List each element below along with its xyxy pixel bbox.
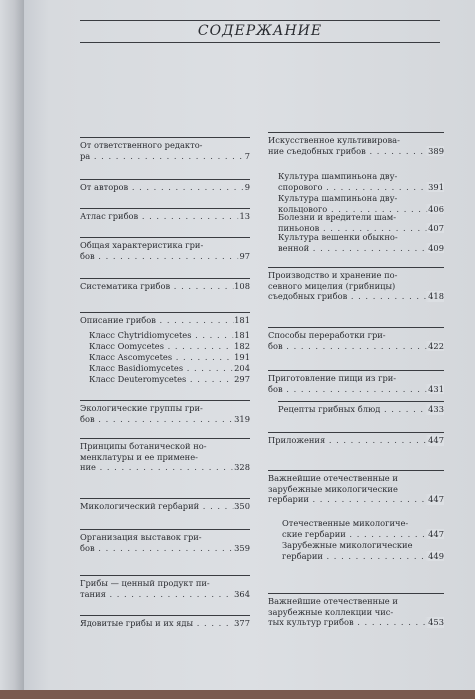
toc-entry-line: бов bbox=[80, 542, 95, 553]
toc-entry-line: Экологические группы гри- bbox=[80, 403, 203, 413]
toc-entry-line: Систематика грибов bbox=[80, 281, 171, 291]
header-rule-bottom bbox=[80, 42, 440, 43]
leader-dots bbox=[95, 543, 250, 553]
toc-entry-line: Класс Chytridiomycetes bbox=[89, 330, 192, 340]
toc-entry-line: Болезни и вредители шам- bbox=[278, 212, 397, 222]
toc-entry-text bbox=[268, 384, 444, 395]
toc-page-number: 447 bbox=[425, 435, 444, 446]
toc-entry-text bbox=[268, 607, 444, 618]
toc-page-number: 328 bbox=[231, 462, 250, 473]
toc-entry-text bbox=[80, 462, 250, 473]
toc-entry bbox=[89, 330, 250, 341]
leader-dots bbox=[138, 211, 250, 221]
toc-entry-line: венной bbox=[278, 242, 310, 253]
toc-entry bbox=[268, 596, 444, 628]
toc-entry-text bbox=[268, 484, 444, 495]
toc-entry-text bbox=[89, 341, 250, 352]
toc-entry bbox=[80, 211, 250, 222]
leader-dots bbox=[96, 462, 250, 472]
leader-dots bbox=[128, 182, 250, 192]
toc-entry-line: бов bbox=[268, 340, 283, 351]
toc-entry-line: Класс Ascomycetes bbox=[89, 352, 173, 362]
toc-entry bbox=[278, 232, 444, 253]
toc-entry-text bbox=[80, 589, 250, 600]
toc-entry-line: Важнейшие отечественные и bbox=[268, 473, 398, 483]
toc-entry-text bbox=[89, 330, 250, 341]
toc-page-number: 97 bbox=[236, 251, 250, 262]
toc-entry-text bbox=[268, 291, 444, 302]
toc-entry bbox=[268, 330, 444, 351]
toc-entry-text bbox=[80, 140, 250, 151]
toc-entry bbox=[80, 315, 250, 326]
toc-page-number: 9 bbox=[242, 182, 250, 193]
toc-entry-line: Класс Oomycetes bbox=[89, 341, 164, 351]
toc-page-number: 453 bbox=[425, 617, 444, 628]
toc-entry-line: Важнейшие отечественные и bbox=[268, 596, 398, 606]
toc-entry-text bbox=[268, 281, 444, 292]
toc-entry-text bbox=[268, 270, 444, 281]
toc-page-number: 389 bbox=[425, 146, 444, 157]
toc-entry-line: Атлас грибов bbox=[80, 211, 139, 221]
toc-page-number: 182 bbox=[231, 341, 250, 352]
toc-entry bbox=[282, 540, 444, 561]
toc-entry-text bbox=[268, 435, 444, 446]
toc-page-number: 108 bbox=[231, 281, 250, 292]
toc-entry-text bbox=[80, 532, 250, 543]
leader-dots bbox=[309, 243, 444, 253]
toc-entry-text bbox=[80, 501, 250, 512]
toc-entry bbox=[80, 501, 250, 512]
toc-entry-line: Ядовитые грибы и их яды bbox=[80, 618, 194, 628]
toc-page-number: 364 bbox=[231, 589, 250, 600]
toc-entry bbox=[268, 135, 444, 156]
entry-rule bbox=[268, 327, 444, 328]
toc-entry-line: зарубежные коллекции чис- bbox=[268, 606, 394, 617]
toc-entry-text bbox=[89, 352, 250, 363]
toc-entry bbox=[278, 212, 444, 233]
toc-entry-text bbox=[278, 243, 444, 254]
toc-entry-line: Класс Deuteromycetes bbox=[89, 374, 187, 384]
toc-entry bbox=[268, 473, 444, 505]
entry-rule bbox=[80, 400, 250, 401]
entry-rule bbox=[80, 438, 250, 439]
toc-entry-line: бов bbox=[80, 250, 95, 261]
toc-entry-line: тых культур грибов bbox=[268, 617, 354, 627]
toc-entry-line: ра bbox=[80, 150, 91, 161]
toc-entry-line: зарубежные микологические bbox=[268, 483, 398, 494]
toc-entry bbox=[278, 193, 444, 214]
toc-page-number: 406 bbox=[425, 204, 444, 215]
toc-entry-text bbox=[278, 404, 444, 415]
toc-entry-text bbox=[282, 518, 444, 529]
toc-entry-text bbox=[278, 182, 444, 193]
toc-entry-line: От авторов bbox=[80, 182, 129, 192]
toc-page-number: 431 bbox=[425, 384, 444, 395]
toc-entry bbox=[80, 403, 250, 424]
toc-entry-line: Отечественные микологиче- bbox=[282, 518, 409, 528]
toc-entry-line: ние bbox=[80, 462, 96, 472]
toc-entry bbox=[80, 618, 250, 629]
toc-entry-text bbox=[80, 452, 250, 463]
toc-entry-text bbox=[282, 540, 444, 551]
toc-page-number: 204 bbox=[231, 363, 250, 374]
book-cover-edge bbox=[0, 690, 475, 699]
toc-page-number: 449 bbox=[425, 551, 444, 562]
entry-rule bbox=[268, 593, 444, 594]
entry-rule bbox=[268, 267, 444, 268]
leader-dots bbox=[90, 151, 250, 161]
toc-entry-text bbox=[80, 618, 250, 629]
entry-rule bbox=[80, 529, 250, 530]
toc-entry-line: Искусственное культивирова- bbox=[268, 135, 400, 145]
toc-page-number: 433 bbox=[425, 404, 444, 415]
toc-entry-line: От ответственного редакто- bbox=[80, 140, 203, 150]
toc-entry-line: Способы переработки гри- bbox=[268, 330, 386, 340]
toc-entry bbox=[80, 182, 250, 193]
page-title: СОДЕРЖАНИЕ bbox=[197, 23, 323, 39]
toc-entry-line: гербарии bbox=[268, 494, 309, 504]
toc-entry-text bbox=[278, 212, 444, 223]
entry-rule bbox=[268, 132, 444, 133]
toc-entry-line: ские гербарии bbox=[282, 528, 346, 539]
toc-entry-line: тания bbox=[80, 588, 106, 599]
toc-entry-text bbox=[80, 211, 250, 222]
toc-entry-text bbox=[268, 373, 444, 384]
entry-rule bbox=[80, 237, 250, 238]
toc-entry bbox=[89, 341, 250, 352]
toc-page-number: 359 bbox=[231, 543, 250, 554]
toc-entry-text bbox=[80, 151, 250, 162]
book-spine bbox=[0, 0, 24, 699]
toc-page-number: 181 bbox=[231, 330, 250, 341]
toc-entry bbox=[80, 140, 250, 161]
toc-entry-line: Микологический гербарий bbox=[80, 501, 200, 511]
toc-entry-text bbox=[80, 403, 250, 414]
toc-entry-text bbox=[268, 494, 444, 505]
toc-entry-text bbox=[80, 281, 250, 292]
toc-page-number: 297 bbox=[231, 374, 250, 385]
toc-entry-text bbox=[282, 551, 444, 562]
toc-entry-line: Описание грибов bbox=[80, 315, 156, 325]
toc-entry-line: бов bbox=[80, 413, 95, 424]
toc-entry-line: Культура шампиньона дву- bbox=[278, 193, 398, 203]
entry-rule bbox=[80, 278, 250, 279]
toc-entry-text bbox=[268, 135, 444, 146]
entry-rule bbox=[80, 615, 250, 616]
entry-rule bbox=[268, 432, 444, 433]
toc-entry-line: Зарубежные микологические bbox=[282, 540, 413, 550]
toc-entry bbox=[278, 404, 444, 415]
toc-entry-line: Приготовление пищи из гри- bbox=[268, 373, 397, 383]
entry-rule bbox=[268, 470, 444, 471]
toc-entry-line: спорового bbox=[278, 181, 323, 192]
leader-dots bbox=[283, 341, 444, 351]
toc-entry-text bbox=[89, 374, 250, 385]
toc-entry bbox=[278, 171, 444, 192]
toc-page-number: 181 bbox=[231, 315, 250, 326]
toc-entry-line: бов bbox=[268, 383, 283, 394]
entry-rule bbox=[278, 401, 444, 402]
toc-entry-text bbox=[80, 251, 250, 262]
toc-entry-text bbox=[80, 543, 250, 554]
toc-entry-text bbox=[282, 529, 444, 540]
toc-entry-line: гербарии bbox=[282, 550, 323, 561]
toc-entry-line: Класс Basidiomycetes bbox=[89, 363, 184, 373]
toc-entry-line: кольцового bbox=[278, 203, 328, 214]
toc-page-number: 418 bbox=[425, 291, 444, 302]
header-rule-top bbox=[80, 20, 440, 21]
toc-entry-text bbox=[80, 315, 250, 326]
toc-entry bbox=[89, 352, 250, 363]
toc-entry bbox=[80, 281, 250, 292]
toc-entry-text bbox=[278, 232, 444, 243]
toc-entry bbox=[80, 240, 250, 261]
toc-entry-line: Рецепты грибных блюд bbox=[278, 404, 381, 414]
leader-dots bbox=[95, 414, 250, 424]
toc-entry-text bbox=[268, 473, 444, 484]
toc-entry bbox=[89, 363, 250, 374]
toc-entry bbox=[268, 373, 444, 394]
leader-dots bbox=[283, 384, 444, 394]
toc-entry-text bbox=[80, 182, 250, 193]
toc-entry-line: Принципы ботанической но- bbox=[80, 441, 207, 451]
toc-entry-line: Культура шампиньона дву- bbox=[278, 171, 398, 181]
entry-rule bbox=[80, 208, 250, 209]
toc-entry bbox=[268, 270, 444, 302]
toc-page-number: 13 bbox=[236, 211, 250, 222]
leader-dots bbox=[106, 589, 250, 599]
toc-entry-text bbox=[268, 330, 444, 341]
entry-rule bbox=[80, 179, 250, 180]
toc-page-number: 409 bbox=[425, 243, 444, 254]
toc-page-number: 191 bbox=[231, 352, 250, 363]
toc-page-number: 447 bbox=[425, 529, 444, 540]
toc-entry-text bbox=[80, 240, 250, 251]
toc-entry-text bbox=[278, 193, 444, 204]
toc-entry-line: менклатуры и ее примене- bbox=[80, 451, 198, 462]
toc-page-number: 407 bbox=[425, 223, 444, 234]
toc-entry-text bbox=[80, 578, 250, 589]
entry-rule bbox=[80, 312, 250, 313]
toc-entry-text bbox=[80, 441, 250, 452]
toc-entry-line: съедобных грибов bbox=[268, 291, 348, 301]
toc-page-number: 350 bbox=[231, 501, 250, 512]
toc-entry-line: Приложения bbox=[268, 435, 326, 445]
toc-entry-line: Общая характеристика гри- bbox=[80, 240, 204, 250]
toc-entry-line: пиньонов bbox=[278, 222, 320, 233]
toc-entry-text bbox=[80, 414, 250, 425]
entry-rule bbox=[268, 370, 444, 371]
toc-entry bbox=[268, 435, 444, 446]
toc-page-number: 319 bbox=[231, 414, 250, 425]
toc-entry-line: Производство и хранение по- bbox=[268, 270, 398, 280]
toc-entry bbox=[89, 374, 250, 385]
toc-entry bbox=[80, 532, 250, 553]
entry-rule bbox=[80, 575, 250, 576]
toc-entry-text bbox=[268, 596, 444, 607]
toc-entry-text bbox=[89, 363, 250, 374]
toc-entry-text bbox=[268, 617, 444, 628]
entry-rule bbox=[80, 498, 250, 499]
toc-entry-line: Культура вешенки обыкно- bbox=[278, 232, 398, 242]
toc-page-number: 422 bbox=[425, 341, 444, 352]
toc-entry-text bbox=[278, 171, 444, 182]
entry-rule bbox=[80, 137, 250, 138]
toc-page-number: 391 bbox=[425, 182, 444, 193]
toc-page-number: 377 bbox=[231, 618, 250, 629]
toc-entry bbox=[80, 441, 250, 473]
toc-entry-text bbox=[268, 341, 444, 352]
toc-entry-line: ние съедобных грибов bbox=[268, 145, 366, 156]
toc-entry bbox=[282, 518, 444, 539]
toc-entry-text bbox=[268, 146, 444, 157]
toc-entry-line: Организация выставок гри- bbox=[80, 532, 202, 542]
toc-entry-line: севного мицелия (грибницы) bbox=[268, 280, 396, 291]
leader-dots bbox=[309, 494, 444, 504]
toc-page-number: 447 bbox=[425, 494, 444, 505]
leader-dots bbox=[95, 251, 250, 261]
toc-page-number: 7 bbox=[242, 151, 250, 162]
toc-entry bbox=[80, 578, 250, 599]
toc-entry-line: Грибы — ценный продукт пи- bbox=[80, 578, 210, 588]
